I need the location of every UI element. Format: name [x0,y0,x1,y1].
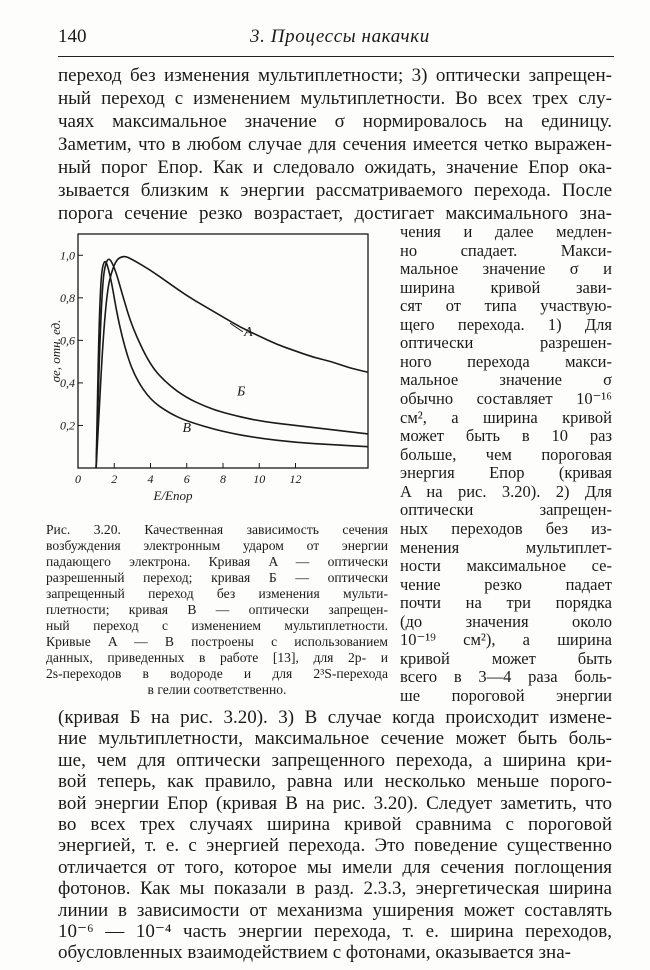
text-line: оптически запрещен- [400,500,612,520]
text-line: но спадает. Макси- [400,240,612,260]
y-tick-label: 0,8 [60,290,75,305]
text-line: ше пороговой энергии [400,686,612,705]
header-rule [58,56,614,57]
x-tick-label: 12 [289,472,302,486]
text-line: ности максимальное се- [400,556,612,576]
text-line: вой теперь, как правило, равна или несколько меньше порого- [58,771,612,793]
caption-line: Кривые A — В построены с использованием [46,634,388,649]
y-tick-label: 0,2 [60,418,75,433]
text-line: энергией, т. е. с энергией перехода. Это поведение существенно [58,835,612,857]
text-line: Заметим, что в любом случае для сечения имеется четко выражен- [58,134,612,155]
text-line: менения мультиплет- [400,537,612,557]
text-line: чаях максимальное значение σ нормировалось на единицу. [58,111,612,132]
series-label-1: A [244,325,253,341]
x-tick-label: 0 [75,472,81,486]
text-line: обусловленных взаимодействием с фотонами, оказывается зна- [58,942,571,964]
text-line: зывается близким к энергии рассматриваемого перехода. После [58,180,612,201]
series-label-2: Б [236,384,246,400]
text-line: (кривая Б на рис. 3.20). 3) В случае когда происходит измене- [58,707,612,728]
x-tick-label: 4 [147,472,154,486]
y-tick-label: 0,4 [60,375,75,390]
text-line: вой энергии Eпор (кривая В на рис. 3.20). Следует заметить, что [58,792,612,814]
text-line: фотонов. Как мы показали в разд. 2.3.3, энергетическая ширина [58,878,612,900]
text-line: сят от типа участвую- [400,296,612,316]
text-line: (до значения около [400,611,612,631]
caption-line: разрешенный переход; кривая Б — оптически [46,570,388,585]
text-line: A на рис. 3.20). 2) Для [400,481,612,501]
page-number: 140 [58,26,87,47]
text-line: ше, чем для оптически запрещенного перехода, а ширина кри- [58,749,612,771]
text-line: 10⁻⁶ — 10⁻⁴ часть энергии перехода, т. е. ширина переходов, [58,921,612,942]
series-line-3 [96,262,368,468]
x-axis-label: E/Eпор [153,488,193,503]
text-line: кривой может быть [400,648,612,668]
text-line: см², а ширина кривой [400,407,612,427]
caption-line: данных, приведенных в работе [13], для 2p- и [46,650,388,665]
caption-line: падающего электрона. Кривая A — оптически [46,554,388,569]
x-tick-label: 10 [253,472,266,486]
caption-line: возбуждения электронным ударом от энергии [46,538,388,553]
text-line: во всех трех случаях ширина кривой сравнима с пороговой [58,814,612,835]
caption-line: Рис. 3.20. Качественная зависимость сечения [46,522,388,537]
text-line: больше, чем пороговая [400,444,612,464]
x-tick-label: 6 [183,472,190,486]
caption-line: 2s-переходов в водороде и для 2³S-перехода [46,666,388,681]
text-line: щего перехода. 1) Для [400,314,612,334]
text-line: 10⁻¹⁹ см²), а ширина [400,630,612,650]
text-line: ных переходов без из- [400,518,612,538]
series-line-2 [96,259,368,468]
text-line: всего в 3—4 раза боль- [400,667,612,687]
text-line: мальное значение σ и [400,259,612,279]
text-line: мальное значение σ [400,370,612,390]
text-line: переход без изменения мультиплетности; 3) оптически запрещен- [58,65,612,86]
text-line: оптически разрешен- [400,333,612,353]
text-line: почти на три порядка [400,593,612,613]
text-line: линии в зависимости от механизма уширения может составлять [58,899,612,921]
series-line-1 [96,257,368,468]
text-line: отличается от того, которое мы имели для сечения поглощения [58,856,612,878]
running-title: 3. Процессы накачки [250,26,430,47]
text-line: обычно составляет 10⁻¹⁶ [400,389,612,409]
text-line: порога сечение резко возрастает, достигает максимального зна- [58,203,612,224]
text-line: ние мультиплетности, максимальное сечение может быть боль- [58,728,612,750]
caption-line: ный переход с изменением мультиплетности. [46,618,388,633]
figure-3-20 [50,222,390,522]
text-line: может быть в 10 раз [400,426,612,446]
y-axis-label: σe, отн. ед. [48,319,63,383]
y-tick-label: 0,6 [60,333,75,348]
caption-line: плетности; кривая В — оптически запрещен- [46,602,388,617]
text-line: чения и далее медлен- [400,222,612,241]
text-line: чение резко падает [400,574,612,594]
series-label-3: В [182,420,192,436]
x-tick-label: 2 [111,472,118,486]
text-line: ный порог Eпор. Как и следовало ожидать, значение Eпор ока- [58,157,612,178]
plot-frame [78,234,368,468]
text-line: ного перехода макси- [400,351,612,371]
y-tick-label: 1,0 [60,248,75,263]
text-line: ный переход с изменением мультиплетности. Во всех трех слу- [58,88,612,109]
caption-line: в гелии соответственно. [147,682,287,697]
x-tick-label: 8 [220,472,226,486]
cross-section-chart [50,222,390,522]
text-line: энергия Eпор (кривая [400,463,612,483]
text-line: ширина кривой зави- [400,277,612,297]
caption-line: запрещенный переход без изменения мульти- [46,586,388,601]
